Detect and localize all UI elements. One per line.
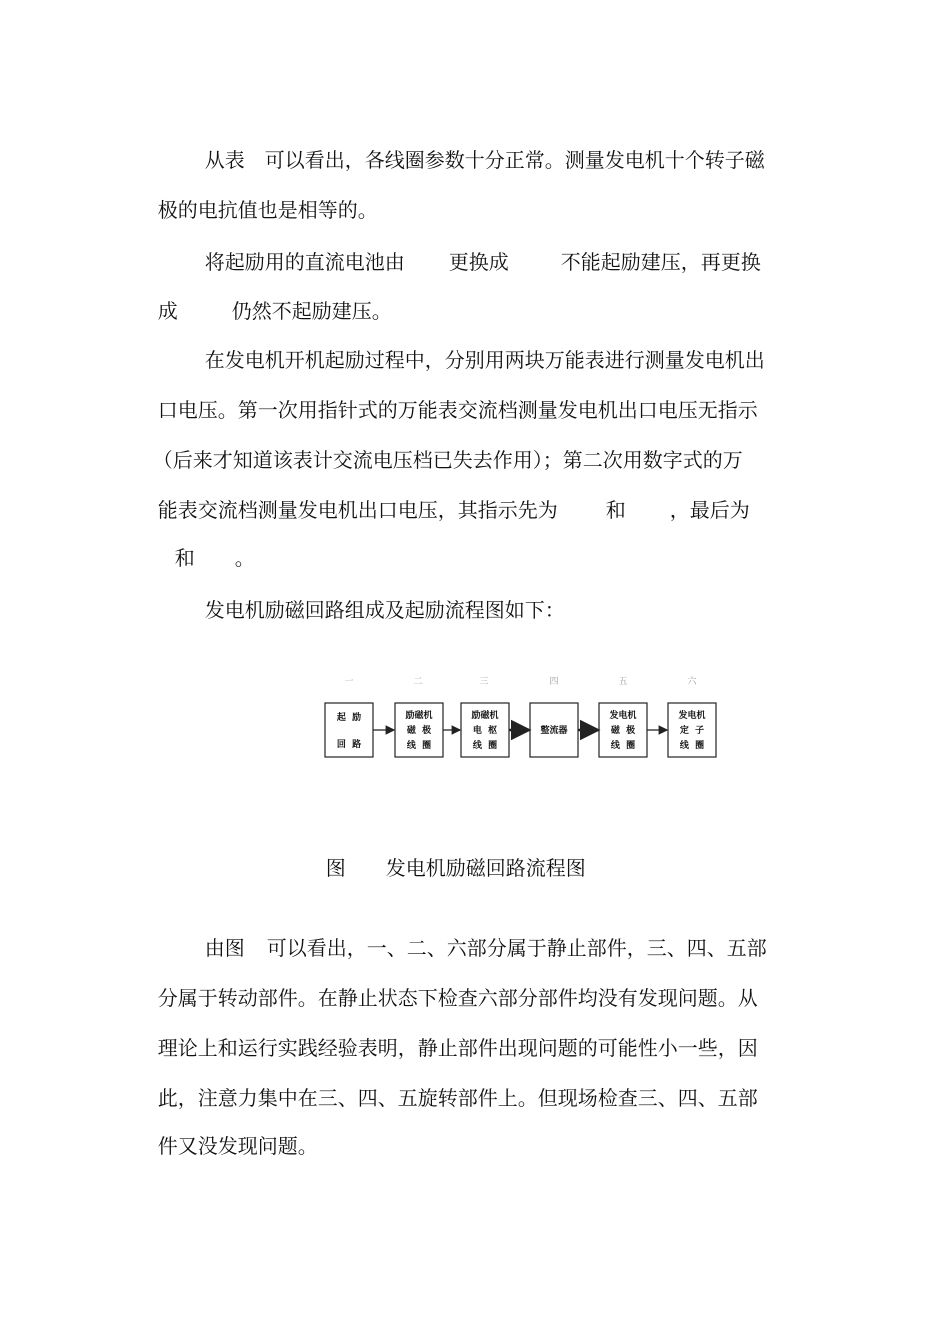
p5-line2 xyxy=(145,962,758,1010)
excitation-flow-diagram xyxy=(318,670,728,770)
stage-number-3: 三 xyxy=(479,677,489,687)
caption-prefix: 图 xyxy=(325,856,346,880)
p3-line5 xyxy=(162,522,255,570)
p3-text-h: 。 xyxy=(234,546,255,570)
box5-label-3: 线 圈 xyxy=(610,741,636,751)
p2-text-d: 成 xyxy=(157,299,178,323)
box6-label-2: 定 子 xyxy=(679,726,705,736)
box5-label-2: 磁 极 xyxy=(610,726,636,736)
box2-label-3: 线 圈 xyxy=(406,741,432,751)
p1-text-a: 从表 xyxy=(204,148,245,172)
p2-line2 xyxy=(145,275,392,323)
p2-text-b: 更换成 xyxy=(448,250,509,274)
figure-caption xyxy=(313,832,586,880)
p5-line4 xyxy=(145,1062,758,1110)
p5-text-f: 件又没发现问题。 xyxy=(157,1134,318,1158)
box6-label-1: 发电机 xyxy=(678,711,706,721)
p3-text-a: 在发电机开机起励过程中，分别用两块万能表进行测量发电机出 xyxy=(204,348,765,372)
p2-line1 xyxy=(192,226,761,274)
p1-text-b: 可以看出，各线圈参数十分正常。测量发电机十个转子磁 xyxy=(264,148,765,172)
p3-line2 xyxy=(145,374,758,422)
box3-label-3: 线 圈 xyxy=(472,741,498,751)
p5-text-e: 此，注意力集中在三、四、五旋转部件上。但现场检查三、四、五部 xyxy=(157,1086,758,1110)
p5-line3 xyxy=(145,1012,758,1060)
p5-text-d: 理论上和运行实践经验表明，静止部件出现问题的可能性小一些，因 xyxy=(157,1036,758,1060)
caption-title: 发电机励磁回路流程图 xyxy=(385,856,586,880)
p5-line1 xyxy=(192,912,767,960)
box3-label-2: 电 枢 xyxy=(472,726,498,736)
p5-text-c: 分属于转动部件。在静止状态下检查六部分部件均没有发现问题。从 xyxy=(157,986,758,1010)
p3-text-c: （后来才知道该表计交流电压档已失去作用）；第二次用数字式的万 xyxy=(152,448,743,472)
p5-text-b: 可以看出，一、二、六部分属于静止部件，三、四、五部 xyxy=(266,936,767,960)
stage-number-6: 六 xyxy=(687,677,697,687)
p3-line1 xyxy=(192,324,765,372)
stage-number-5: 五 xyxy=(618,677,628,687)
p4-text-a: 发电机励磁回路组成及起励流程图如下： xyxy=(204,598,565,622)
box4-label-1: 整流器 xyxy=(540,726,568,736)
stage-number-1: 一 xyxy=(344,677,354,687)
p1-line2 xyxy=(145,174,378,222)
p5-line5 xyxy=(145,1110,318,1158)
stage-number-2: 二 xyxy=(413,677,423,687)
p3-text-d: 能表交流档测量发电机出口电压，其指示先为 xyxy=(157,498,558,522)
p3-text-g: 和 xyxy=(174,546,195,570)
p2-text-c: 不能起励建压，再更换 xyxy=(560,250,761,274)
p3-text-f: ，最后为 xyxy=(669,498,750,522)
p3-line4 xyxy=(145,474,750,522)
p2-text-a: 将起励用的直流电池由 xyxy=(204,250,405,274)
p4-line1 xyxy=(192,574,565,622)
p1-text-c: 极的电抗值也是相等的。 xyxy=(157,198,378,222)
p3-text-e: 和 xyxy=(605,498,626,522)
p1-line1 xyxy=(192,124,765,172)
p3-line3 xyxy=(140,424,743,472)
box5-label-1: 发电机 xyxy=(609,711,637,721)
p3-text-b: 口电压。第一次用指针式的万能表交流档测量发电机出口电压无指示 xyxy=(157,398,758,422)
stage-number-4: 四 xyxy=(549,677,559,687)
box2-label-2: 磁 极 xyxy=(406,726,432,736)
box1-label-2: 回 路 xyxy=(336,740,362,750)
box2-label-1: 励磁机 xyxy=(405,711,433,721)
box1-label-1: 起 励 xyxy=(336,713,362,723)
p2-text-e: 仍然不起励建压。 xyxy=(231,299,392,323)
p5-text-a: 由图 xyxy=(204,936,245,960)
box6-label-3: 线 圈 xyxy=(679,741,705,751)
box3-label-1: 励磁机 xyxy=(471,711,499,721)
